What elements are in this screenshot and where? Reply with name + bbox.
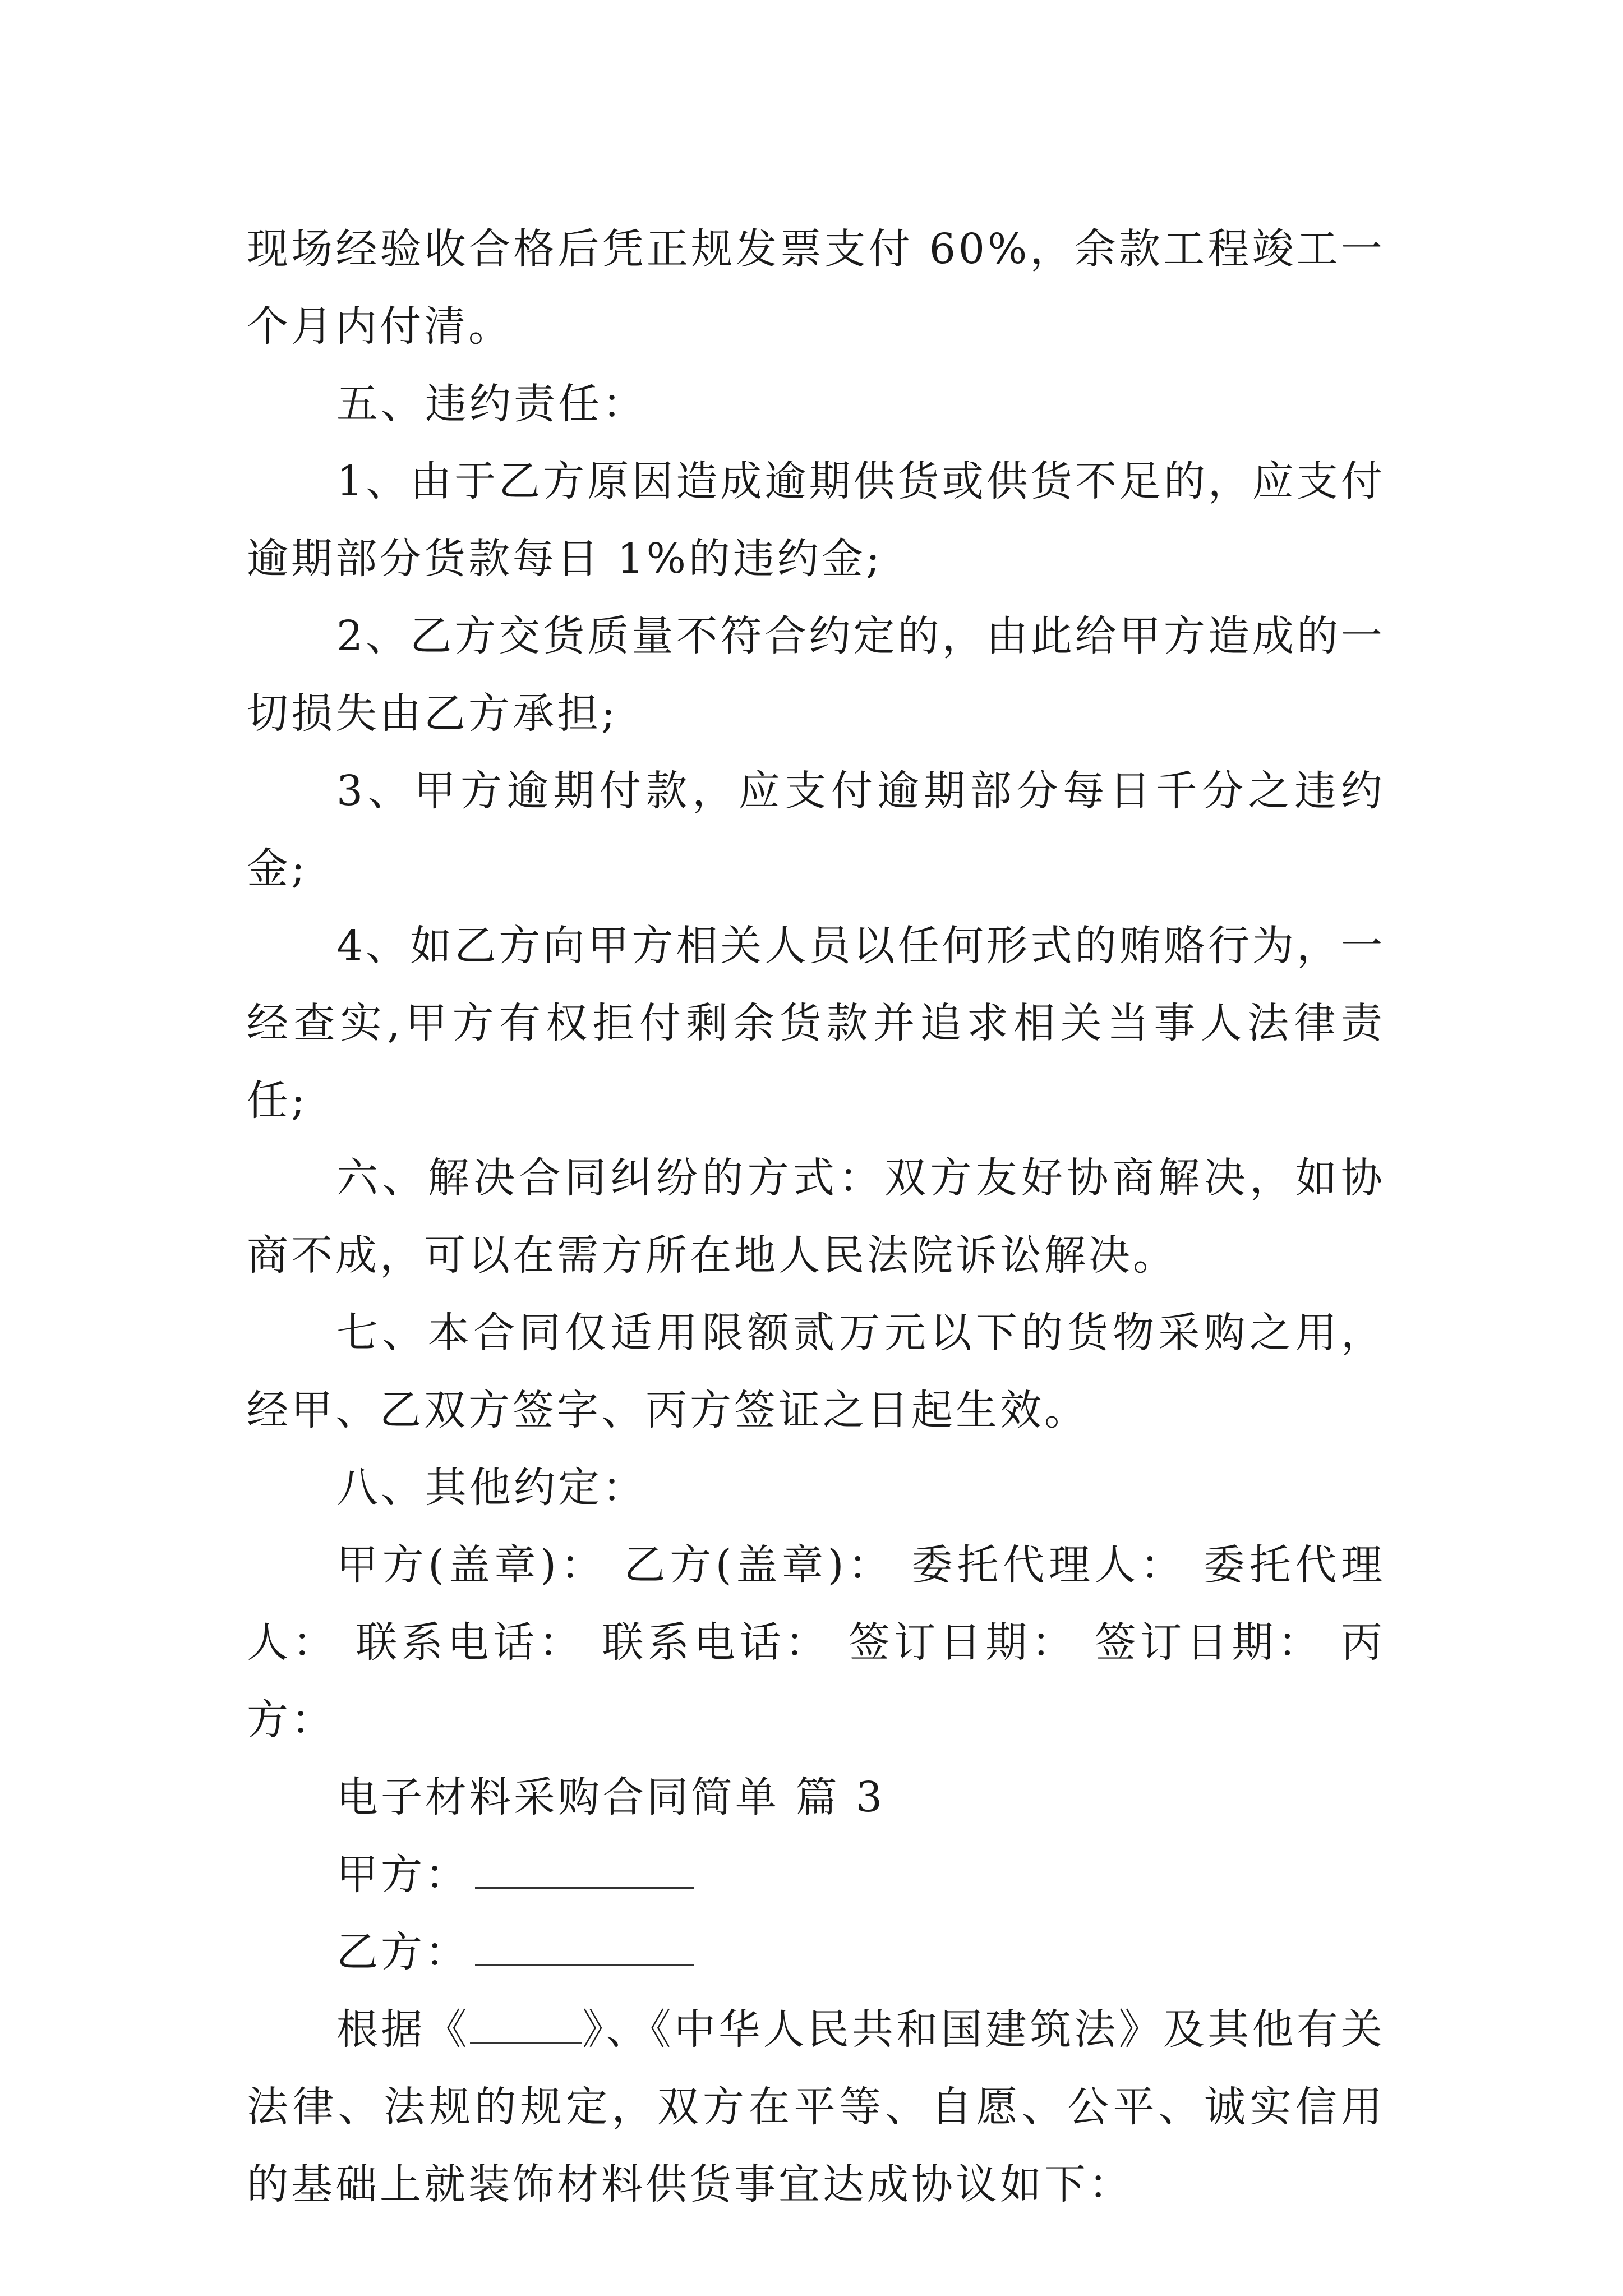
basis-suffix: 》、《中华人民共和国建筑法》及其他有关法律、法规的规定，双方在平等、自愿、公平、诚实信用的基础上就装饰材料供货事宜达成协议如下：: [247, 2005, 1386, 2208]
clause-5-1: 1、由于乙方原因造成逾期供货或供货不足的，应支付逾期部分货款每日 1%的违约金;: [247, 457, 1385, 583]
party-b-line: [247, 1913, 1385, 1991]
party-a-line: [247, 1836, 1385, 1913]
clause-5-2: 2、乙方交货质量不符合约定的，由此给甲方造成的一切损失由乙方承担;: [247, 612, 1385, 738]
party-a-blank: [475, 1855, 694, 1889]
party-b-blank: [475, 1932, 694, 1966]
party-a-label: 甲方：: [336, 1851, 469, 1899]
section-6: 六、解决合同纠纷的方式：双方友好协商解决，如协商不成，可以在需方所在地人民法院诉讼解决。: [247, 1154, 1385, 1280]
section-8-title: 八、其他约定：: [336, 1464, 647, 1512]
clause-5-4: 4、如乙方向甲方相关人员以任何形式的贿赂行为，一经查实,甲方有权拒付剩余货款并追求相关当事人法律责任;: [247, 922, 1385, 1125]
section-5-title: 五、违约责任：: [336, 380, 647, 428]
party-b-label: 乙方：: [336, 1928, 469, 1976]
section-7: 七、本合同仅适用限额贰万元以下的货物采购之用，经甲、乙双方签字、丙方签证之日起生效。: [247, 1309, 1385, 1434]
document-body: [247, 210, 1385, 2223]
section-heading: 电子材料采购合同简单 篇 3: [336, 1773, 886, 1821]
basis-prefix: 根据《: [336, 2005, 470, 2054]
legal-basis-paragraph: [247, 1991, 1385, 2223]
signature-block: 甲方(盖章)： 乙方(盖章)： 委托代理人： 委托代理人： 联系电话： 联系电话： 签订日期： 签订日期： 丙方：: [247, 1541, 1385, 1744]
clause-5-3: 3、甲方逾期付款，应支付逾期部分每日千分之违约金;: [247, 767, 1385, 892]
law-name-blank: [470, 2009, 582, 2044]
paragraph-payment-terms: 现场经验收合格后凭正规发票支付 60%，余款工程竣工一个月内付清。: [247, 225, 1385, 351]
